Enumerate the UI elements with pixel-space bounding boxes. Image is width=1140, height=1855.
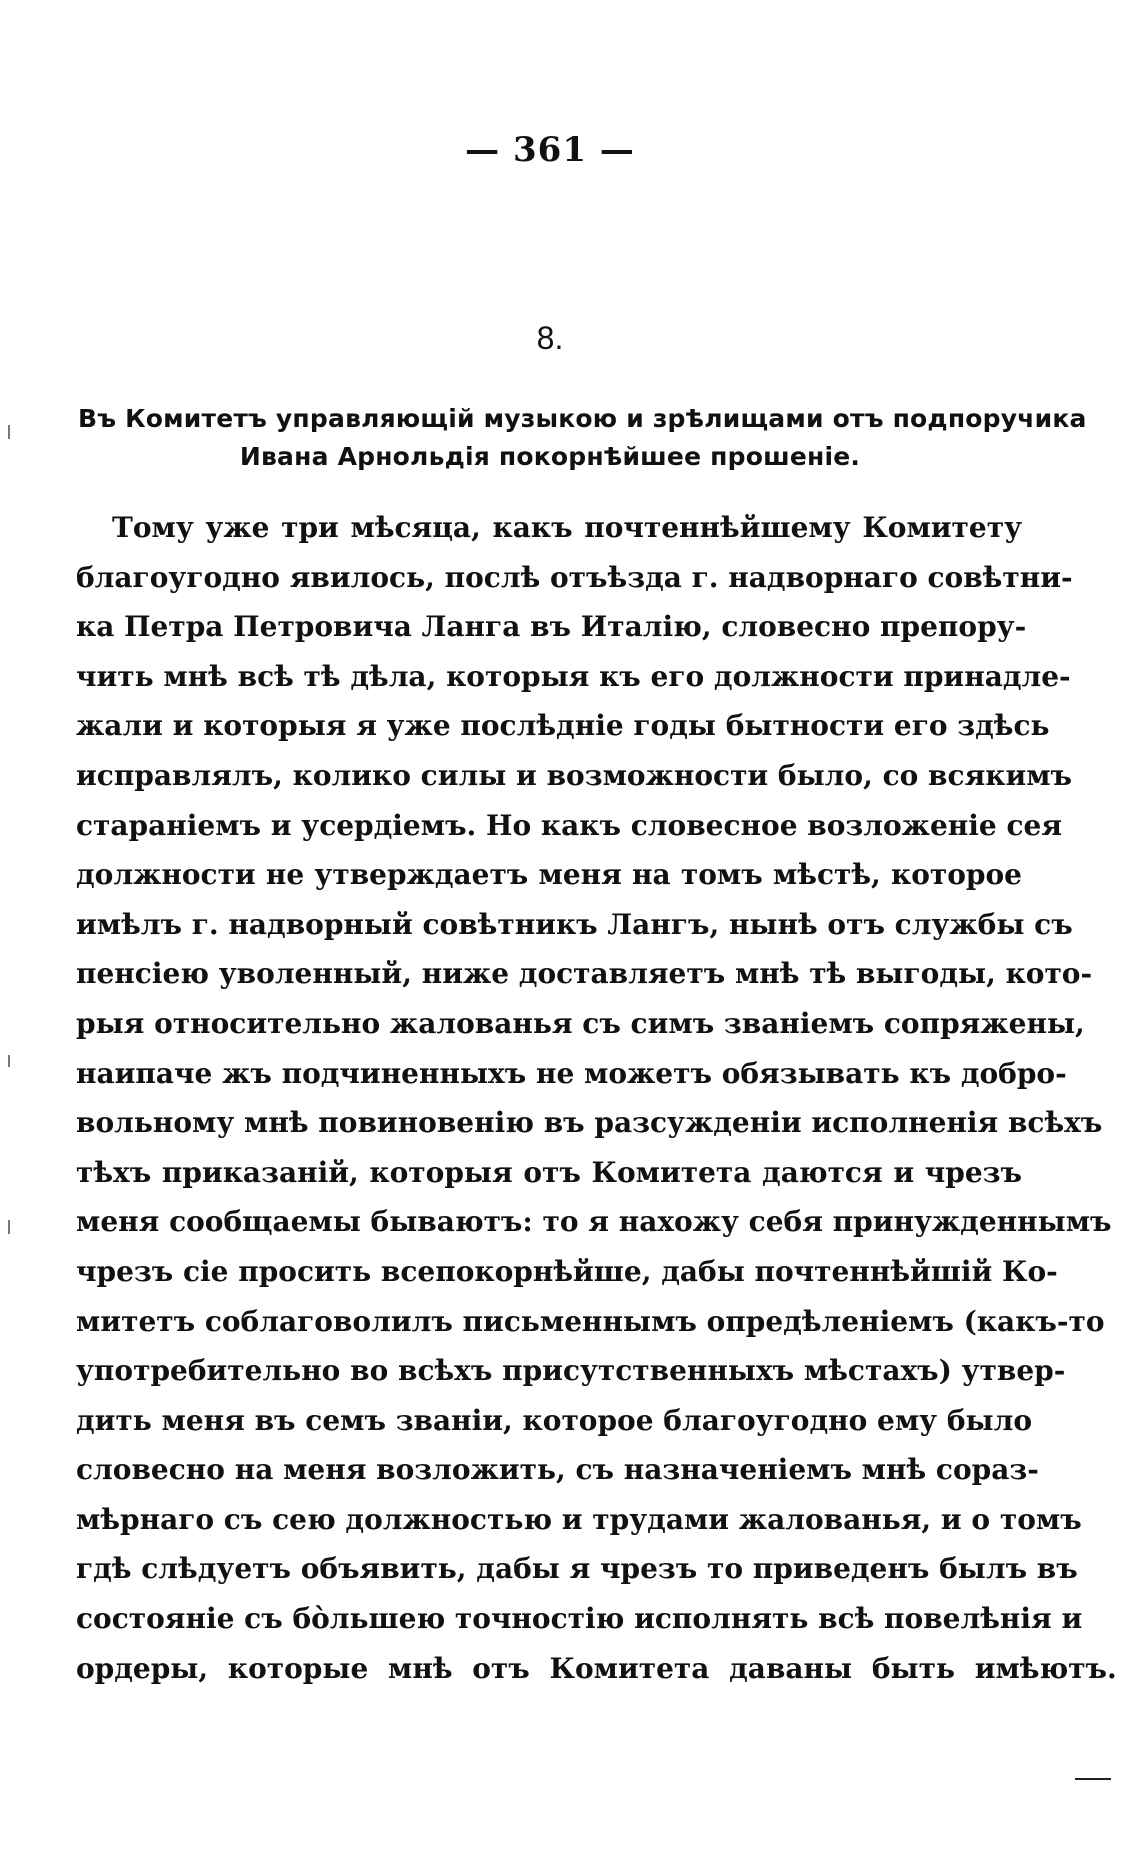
body-line: словесно на меня возложить, съ назначеніемъ мнѣ сораз- — [76, 1453, 1039, 1487]
body-line: имѣлъ г. надворный совѣтникъ Лангъ, нынѣ отъ службы съ — [76, 907, 1073, 941]
body-line: употребительно во всѣхъ присутственныхъ мѣстахъ) утвер- — [76, 1354, 1066, 1388]
body-line: гдѣ слѣдуетъ объявить, дабы я чрезъ то приведенъ былъ въ — [76, 1552, 1078, 1586]
body-line: наипаче жъ подчиненныхъ не можетъ обязывать къ добро- — [76, 1056, 1067, 1090]
page-number: — 361 — — [465, 130, 635, 170]
body-line: меня сообщаемы бываютъ: то я нахожу себя принужденнымъ — [76, 1205, 1112, 1239]
body-line: дить меня въ семъ званіи, которое благоугодно ему было — [76, 1403, 1032, 1437]
body-line: пенсіею уволенный, ниже доставляетъ мнѣ тѣ выгоды, кото- — [76, 957, 1093, 991]
body-line: должности не утверждаетъ меня на томъ мѣстѣ, которое — [76, 858, 1022, 892]
body-line: ка Петра Петровича Ланга въ Италію, словесно препору- — [76, 610, 1027, 644]
body-line: тѣхъ приказаній, которыя отъ Комитета даются и чрезъ — [76, 1155, 1022, 1189]
body-line: ордеры, которые мнѣ отъ Комитета даваны быть имѣютъ. — [76, 1651, 1117, 1685]
heading-line: Ивана Арнольдія покорнѣйшее прошеніе. — [239, 442, 861, 471]
margin-scan-mark — [8, 1055, 10, 1067]
body-line: вольному мнѣ повиновенію въ разсужденіи исполненія всѣхъ — [76, 1106, 1103, 1140]
footer-rule — [1075, 1778, 1111, 1780]
section-number: 8. — [536, 320, 564, 356]
margin-scan-mark — [8, 1220, 10, 1234]
body-line: жали и которыя я уже послѣдніе годы бытности его здѣсь — [76, 709, 1050, 743]
body-line: чрезъ сіе просить всепокорнѣйше, дабы почтеннѣйшій Ко- — [76, 1254, 1058, 1288]
body-line: митетъ соблаговолилъ письменнымъ опредѣленіемъ (какъ-то — [76, 1304, 1105, 1338]
margin-scan-mark — [8, 425, 10, 439]
body-line: мѣрнаго съ сею должностью и трудами жалованья, и о томъ — [76, 1502, 1082, 1536]
body-line: стараніемъ и усердіемъ. Но какъ словесное возложеніе сея — [76, 808, 1063, 842]
document-heading — [78, 400, 1087, 476]
body-line: исправлялъ, колико силы и возможности было, со всякимъ — [76, 758, 1073, 792]
body-line: состояніе съ бо̀льшею точностію исполнять всѣ повелѣнія и — [76, 1602, 1083, 1636]
body-line: рыя относительно жалованья съ симъ званіемъ сопряжены, — [76, 1006, 1085, 1040]
body-line: чить мнѣ всѣ тѣ дѣла, которыя къ его должности принадле- — [76, 659, 1071, 693]
body-line: благоугодно явилось, послѣ отъѣзда г. надворнаго совѣтни- — [76, 560, 1073, 594]
petition-body — [76, 503, 1117, 1693]
heading-line: Въ Комитетъ управляющій музыкою и зрѣлищами отъ подпоручика — [78, 404, 1087, 433]
body-line: Тому уже три мѣсяца, какъ почтеннѣйшему Комитету — [112, 511, 1022, 544]
